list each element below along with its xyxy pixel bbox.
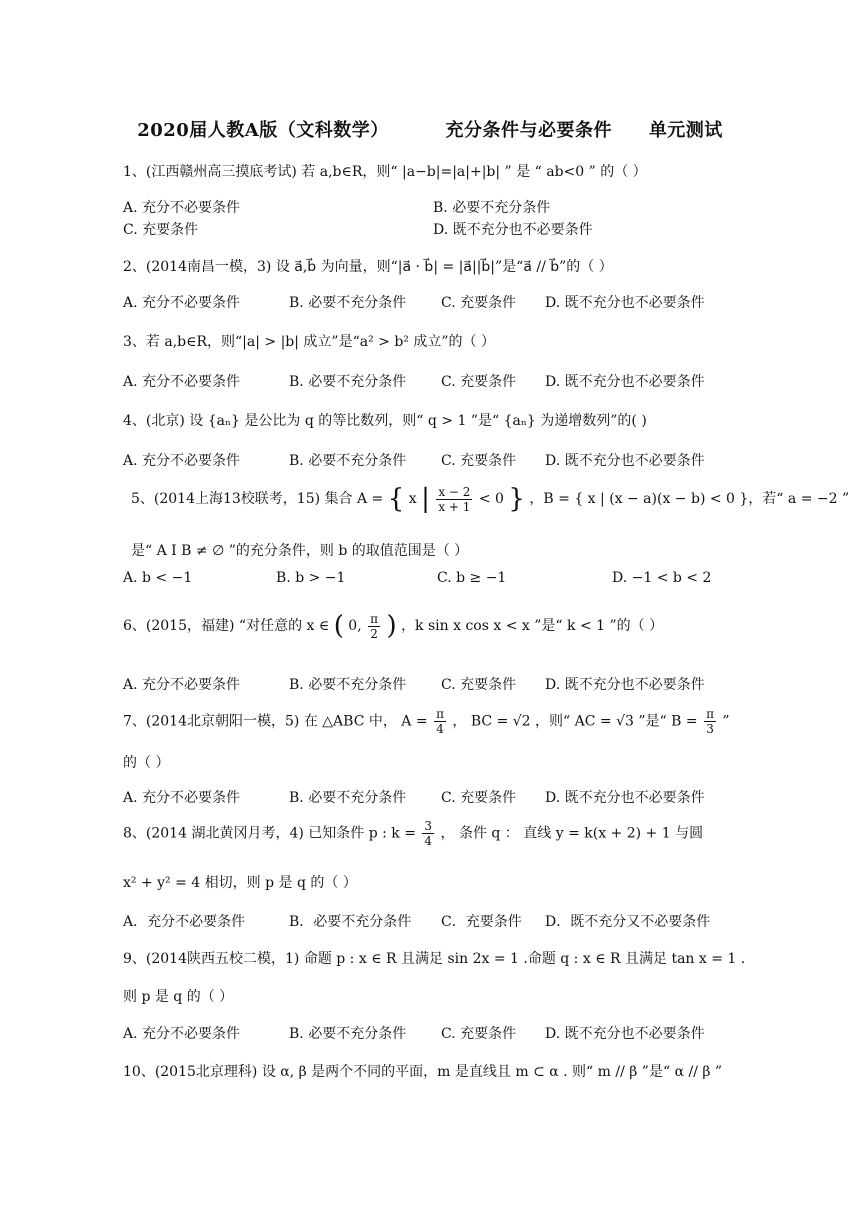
q6-fraction	[368, 612, 380, 641]
question-8-stem	[123, 819, 703, 848]
q2-option-b: B. 必要不充分条件	[289, 295, 407, 311]
question-3-stem: 3、若 a,b∈R，则“|a| > |b| 成立”是“a² > b² 成立”的（ ）	[123, 334, 495, 350]
q8-option-d: D．既不充分又不必要条件	[545, 914, 711, 930]
q7-option-d: D. 既不充分也不必要条件	[545, 790, 705, 806]
q2-option-d: D. 既不充分也不必要条件	[545, 295, 705, 311]
q5-option-b: B. b > −1	[276, 570, 346, 586]
q6-option-b: B. 必要不充分条件	[289, 677, 407, 693]
q8-option-b: B．必要不充分条件	[289, 914, 412, 930]
q7-stem-a: 7、(2014北京朝阳一模，5) 在 △ABC 中， A =	[123, 713, 428, 730]
q5-set-bar: |	[421, 484, 430, 514]
question-10-stem: 10、(2015北京理科) 设 α, β 是两个不同的平面，m 是直线且 m ⊂ α . 则“ m // β ”是“ α // β ”	[123, 1064, 723, 1080]
q9-option-b: B. 必要不充分条件	[289, 1026, 407, 1042]
q9-option-d: D. 既不充分也不必要条件	[545, 1026, 705, 1042]
q5-set-condition: < 0	[478, 491, 504, 507]
q6-fraction-numerator: π	[370, 611, 378, 626]
q1-option-d: D. 既不充分也不必要条件	[433, 222, 593, 238]
q7-fraction-a-numerator: π	[436, 707, 444, 721]
q6-option-a: A. 充分不必要条件	[123, 677, 241, 693]
q8-option-c: C．充要条件	[441, 914, 522, 930]
question-7-stem-cont: 的（ ）	[123, 755, 170, 771]
q4-option-a: A. 充分不必要条件	[123, 453, 241, 469]
q2-option-c: C. 充要条件	[441, 295, 517, 311]
q7-fraction-b-denominator: 3	[706, 722, 714, 736]
question-5-stem-cont: 是“ A I B ≠ ∅ ”的充分条件，则 b 的取值范围是（ ）	[131, 543, 469, 559]
q5-fraction-numerator: x − 2	[438, 484, 471, 499]
q7-fraction-a-denominator: 4	[436, 722, 444, 736]
q3-option-c: C. 充要条件	[441, 374, 517, 390]
q7-stem-b: ， BC = √2 ，则“ AC = √3 ”是“ B =	[452, 713, 698, 730]
q8-stem-b: ， 条件 q ： 直线 y = k(x + 2) + 1 与圆	[440, 825, 704, 842]
q8-fraction	[422, 819, 434, 848]
question-8-stem-cont: x² + y² = 4 相切，则 p 是 q 的（ ）	[123, 875, 357, 891]
title-part-2: 充分条件与必要条件	[445, 120, 613, 141]
question-5-stem	[131, 484, 849, 514]
q6-stem-b: ，k sin x cos x < x ”是“ k < 1 ”的（ ）	[401, 618, 664, 634]
q5-stem-a: 5、(2014上海13校联考，15) 集合 A =	[131, 491, 384, 507]
q5-set-var: x	[408, 491, 417, 507]
q7-option-b: B. 必要不充分条件	[289, 790, 407, 806]
q4-option-b: B. 必要不充分条件	[289, 453, 407, 469]
q7-option-c: C. 充要条件	[441, 790, 517, 806]
question-4-stem: 4、(北京) 设 {aₙ} 是公比为 q 的等比数列，则“ q > 1 ”是“ {aₙ} 为递增数列”的( )	[123, 413, 647, 429]
q7-fraction-b-numerator: π	[706, 707, 714, 721]
question-1-stem: 1、(江西赣州高三摸底考试) 若 a,b∈R，则“ |a−b|=|a|+|b| ” 是 “ ab<0 ” 的（ ）	[123, 164, 647, 180]
q5-set-fraction	[436, 485, 472, 514]
q4-option-d: D. 既不充分也不必要条件	[545, 453, 705, 469]
q9-option-a: A. 充分不必要条件	[123, 1026, 241, 1042]
q8-fraction-denominator: 4	[424, 834, 433, 848]
q8-fraction-numerator: 3	[424, 819, 433, 833]
q4-option-c: C. 充要条件	[441, 453, 517, 469]
page-title	[0, 116, 860, 142]
q3-option-b: B. 必要不充分条件	[289, 374, 407, 390]
q7-fraction-a	[434, 707, 446, 736]
title-part-1: 2020届人教A版（文科数学）	[137, 120, 389, 141]
q8-option-a: A．充分不必要条件	[123, 914, 246, 930]
q7-stem-c: ”	[722, 713, 730, 730]
q8-stem-a: 8、(2014 湖北黄冈月考，4) 已知条件 p : k =	[123, 825, 416, 842]
q6-interval-left: 0,	[348, 618, 362, 634]
q6-option-c: C. 充要条件	[441, 677, 517, 693]
q5-set-brace-left: {	[387, 484, 405, 514]
q1-option-a: A. 充分不必要条件	[123, 200, 241, 216]
q1-option-b: B. 必要不充分条件	[433, 200, 551, 216]
q6-paren-right: )	[386, 611, 397, 641]
q9-option-c: C. 充要条件	[441, 1026, 517, 1042]
q6-paren-left: (	[333, 611, 344, 641]
q6-fraction-denominator: 2	[370, 626, 378, 641]
q3-option-a: A. 充分不必要条件	[123, 374, 241, 390]
q5-stem-b: ，B = { x | (x − a)(x − b) < 0 }，若“ a = −2 ”	[529, 491, 850, 507]
question-9-stem: 9、(2014陕西五校二模，1) 命题 p : x ∈ R 且满足 sin 2x = 1 .命题 q : x ∈ R 且满足 tan x = 1 .	[123, 951, 746, 967]
question-9-stem-cont: 则 p 是 q 的（ ）	[123, 989, 234, 1005]
q6-option-d: D. 既不充分也不必要条件	[545, 677, 705, 693]
title-part-3: 单元测试	[648, 120, 723, 141]
q5-option-c: C. b ≥ −1	[437, 570, 507, 586]
question-2-stem: 2、(2014南昌一模，3) 设 a⃗,b⃗ 为向量，则“|a⃗ · b⃗| = |a⃗||b⃗|”是“a⃗ // b⃗”的（ ）	[123, 259, 613, 275]
q2-option-a: A. 充分不必要条件	[123, 295, 241, 311]
q7-fraction-b	[704, 707, 716, 736]
question-6-stem	[123, 611, 663, 641]
question-7-stem	[123, 707, 730, 736]
q6-stem-a: 6、(2015，福建) “对任意的 x ∈	[123, 618, 330, 634]
q1-option-c: C. 充要条件	[123, 222, 199, 238]
q5-set-brace-right: }	[508, 484, 525, 514]
q5-option-d: D. −1 < b < 2	[612, 570, 712, 586]
q5-fraction-denominator: x + 1	[438, 499, 471, 514]
q7-option-a: A. 充分不必要条件	[123, 790, 241, 806]
q3-option-d: D. 既不充分也不必要条件	[545, 374, 705, 390]
q5-option-a: A. b < −1	[123, 570, 193, 586]
